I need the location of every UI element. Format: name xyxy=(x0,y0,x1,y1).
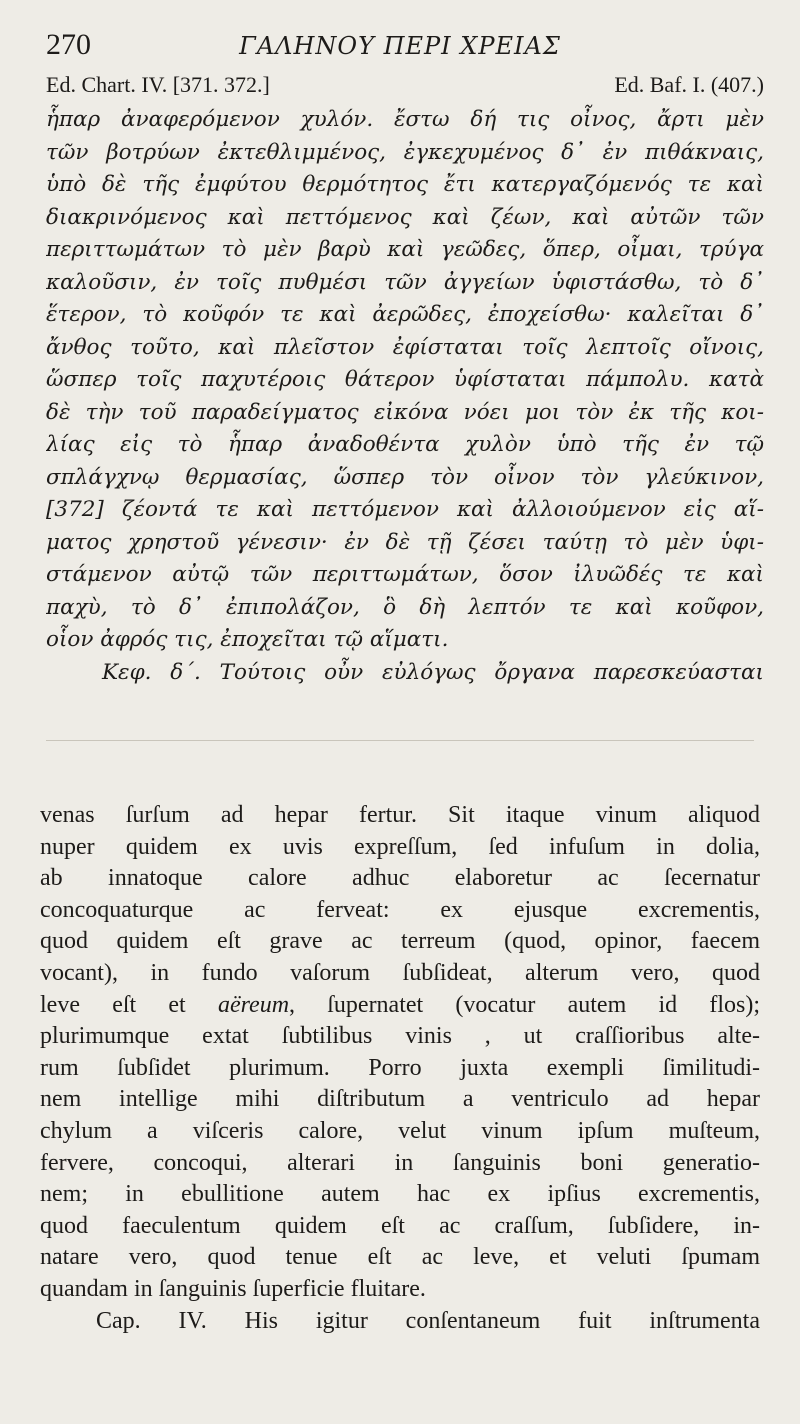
greek-line: τῶν βοτρύων ἐκτεθλιμμένος, ἐγκεχυμένος δ᾽ ἐν πιθάκναις, xyxy=(46,139,764,165)
greek-line: παχὺ, τὸ δ᾽ ἐπιπολάζον, ὃ δὴ λεπτόν τε καὶ κοῦφον, xyxy=(46,594,764,620)
latin-text-block xyxy=(40,800,760,1337)
greek-line: ἄνθος τοῦτο, καὶ πλεῖστον ἐφίσταται τοῖς λεπτοῖς οἴνοις, xyxy=(46,334,764,360)
latin-line: natare vero, quod tenue eſt ac leve, et veluti ſpumam xyxy=(40,1244,760,1271)
greek-line: σπλάγχνῳ θερμασίας, ὥσπερ τὸν οἶνον τὸν γλεύκινον, xyxy=(46,464,764,490)
latin-line: rum ſubſidet plurimum. Porro juxta exempli ſimilitudi- xyxy=(40,1054,760,1081)
latin-line: concoquaturque ac ferveat: ex ejusque excrementis, xyxy=(40,896,760,923)
running-title: ΓΑΛΗΝΟΥ ΠΕΡΙ ΧΡΕΙΑΣ xyxy=(239,32,561,60)
edition-references xyxy=(46,72,764,102)
edition-basel-ref: Ed. Baf. I. (407.) xyxy=(614,72,764,97)
greek-line: ὑπὸ δὲ τῆς ἐμφύτου θερμότητος ἔτι κατεργαζόμενός τε καὶ xyxy=(46,172,764,197)
latin-line: venas ſurſum ad hepar fertur. Sit itaque vinum aliquod xyxy=(40,802,760,828)
latin-line: quod quidem eſt grave ac terreum (quod, opinor, faecem xyxy=(40,928,760,955)
greek-line: ματος χρηστοῦ γένεσιν· ἐν δὲ τῇ ζέσει ταύτῃ τὸ μὲν ὑφι- xyxy=(46,529,764,555)
greek-line: [372] ζέοντά τε καὶ πεττόμενον καὶ ἀλλοιούμενον εἰς αἵ- xyxy=(46,497,764,522)
latin-text-fragment: leve eſt et xyxy=(40,991,218,1018)
latin-line: quandam in ſanguinis ſuperficie fluitare. xyxy=(40,1275,426,1302)
greek-line: διακρινόμενος καὶ πεττόμενος καὶ ζέων, καὶ αὐτῶν τῶν xyxy=(46,204,764,230)
latin-line: plurimumque extat ſubtilibus vinis , ut craſſioribus alte- xyxy=(40,1023,760,1050)
greek-line: ἧπαρ ἀναφερόμενον χυλόν. ἔστω δή τις οἶνος, ἄρτι μὲν xyxy=(46,107,764,132)
greek-line: δὲ τὴν τοῦ παραδείγματος εἰκόνα νόει μοι τὸν ἐκ τῆς κοι- xyxy=(46,399,764,425)
section-divider xyxy=(46,740,754,741)
greek-line: καλοῦσιν, ἐν τοῖς πυθμέσι τῶν ἀγγείων ὑφιστάσθω, τὸ δ᾽ xyxy=(46,269,764,295)
latin-line-with-emphasis xyxy=(40,990,760,1022)
latin-line: ab innatoque calore adhuc elaboretur ac ſecernatur xyxy=(40,865,760,892)
latin-line: nem intellige mihi diſtributum a ventriculo ad hepar xyxy=(40,1086,760,1113)
greek-text-block xyxy=(46,104,764,689)
edition-chartier-ref: Ed. Chart. IV. [371. 372.] xyxy=(46,72,270,97)
latin-line: chylum a viſceris calore, velut vinum ipſum muſteum, xyxy=(40,1117,760,1144)
latin-line: quod faeculentum quidem eſt ac craſſum, ſubſidere, in- xyxy=(40,1212,760,1239)
running-head xyxy=(46,28,754,64)
greek-chapter-heading-line: Κεφ. δ΄. Τούτοις οὖν εὐλόγως ὄργανα παρεσκεύασται xyxy=(102,659,764,685)
greek-line: στάμενον αὐτῷ τῶν περιττωμάτων, ὅσον ἰλυῶδές τε καὶ xyxy=(46,562,764,587)
latin-line: fervere, concoqui, alterari in ſanguinis boni generatio- xyxy=(40,1149,760,1176)
page-number: 270 xyxy=(46,28,91,61)
greek-line: ὥσπερ τοῖς παχυτέροις θάτερον ὑφίσταται πάμπολυ. κατὰ xyxy=(46,367,764,392)
latin-text-fragment: , ſupernatet (vocatur autem id flos); xyxy=(289,991,760,1018)
greek-line: λίας εἰς τὸ ἧπαρ ἀναδοθέντα χυλὸν ὑπὸ τῆς ἐν τῷ xyxy=(46,432,764,457)
latin-line: vocant), in fundo vaſorum ſubſideat, alterum vero, quod xyxy=(40,959,760,986)
latin-emphasized-word: aëreum xyxy=(217,991,290,1018)
latin-line: nuper quidem ex uvis expreſſum, ſed infuſum in dolia, xyxy=(40,833,760,860)
greek-line: οἷον ἀφρός τις, ἐποχεῖται τῷ αἵματι. xyxy=(46,627,449,652)
latin-line: nem; in ebullitione autem hac ex ipſius excrementis, xyxy=(40,1181,760,1208)
greek-line: περιττωμάτων τὸ μὲν βαρὺ καὶ γεῶδες, ὅπερ, οἶμαι, τρύγα xyxy=(46,237,764,262)
latin-chapter-heading-line: Cap. IV. His igitur conſentaneum fuit inſtrumenta xyxy=(96,1307,760,1334)
greek-line: ἕτερον, τὸ κοῦφόν τε καὶ ἀερῶδες, ἐποχείσθω· καλεῖται δ᾽ xyxy=(46,302,764,327)
